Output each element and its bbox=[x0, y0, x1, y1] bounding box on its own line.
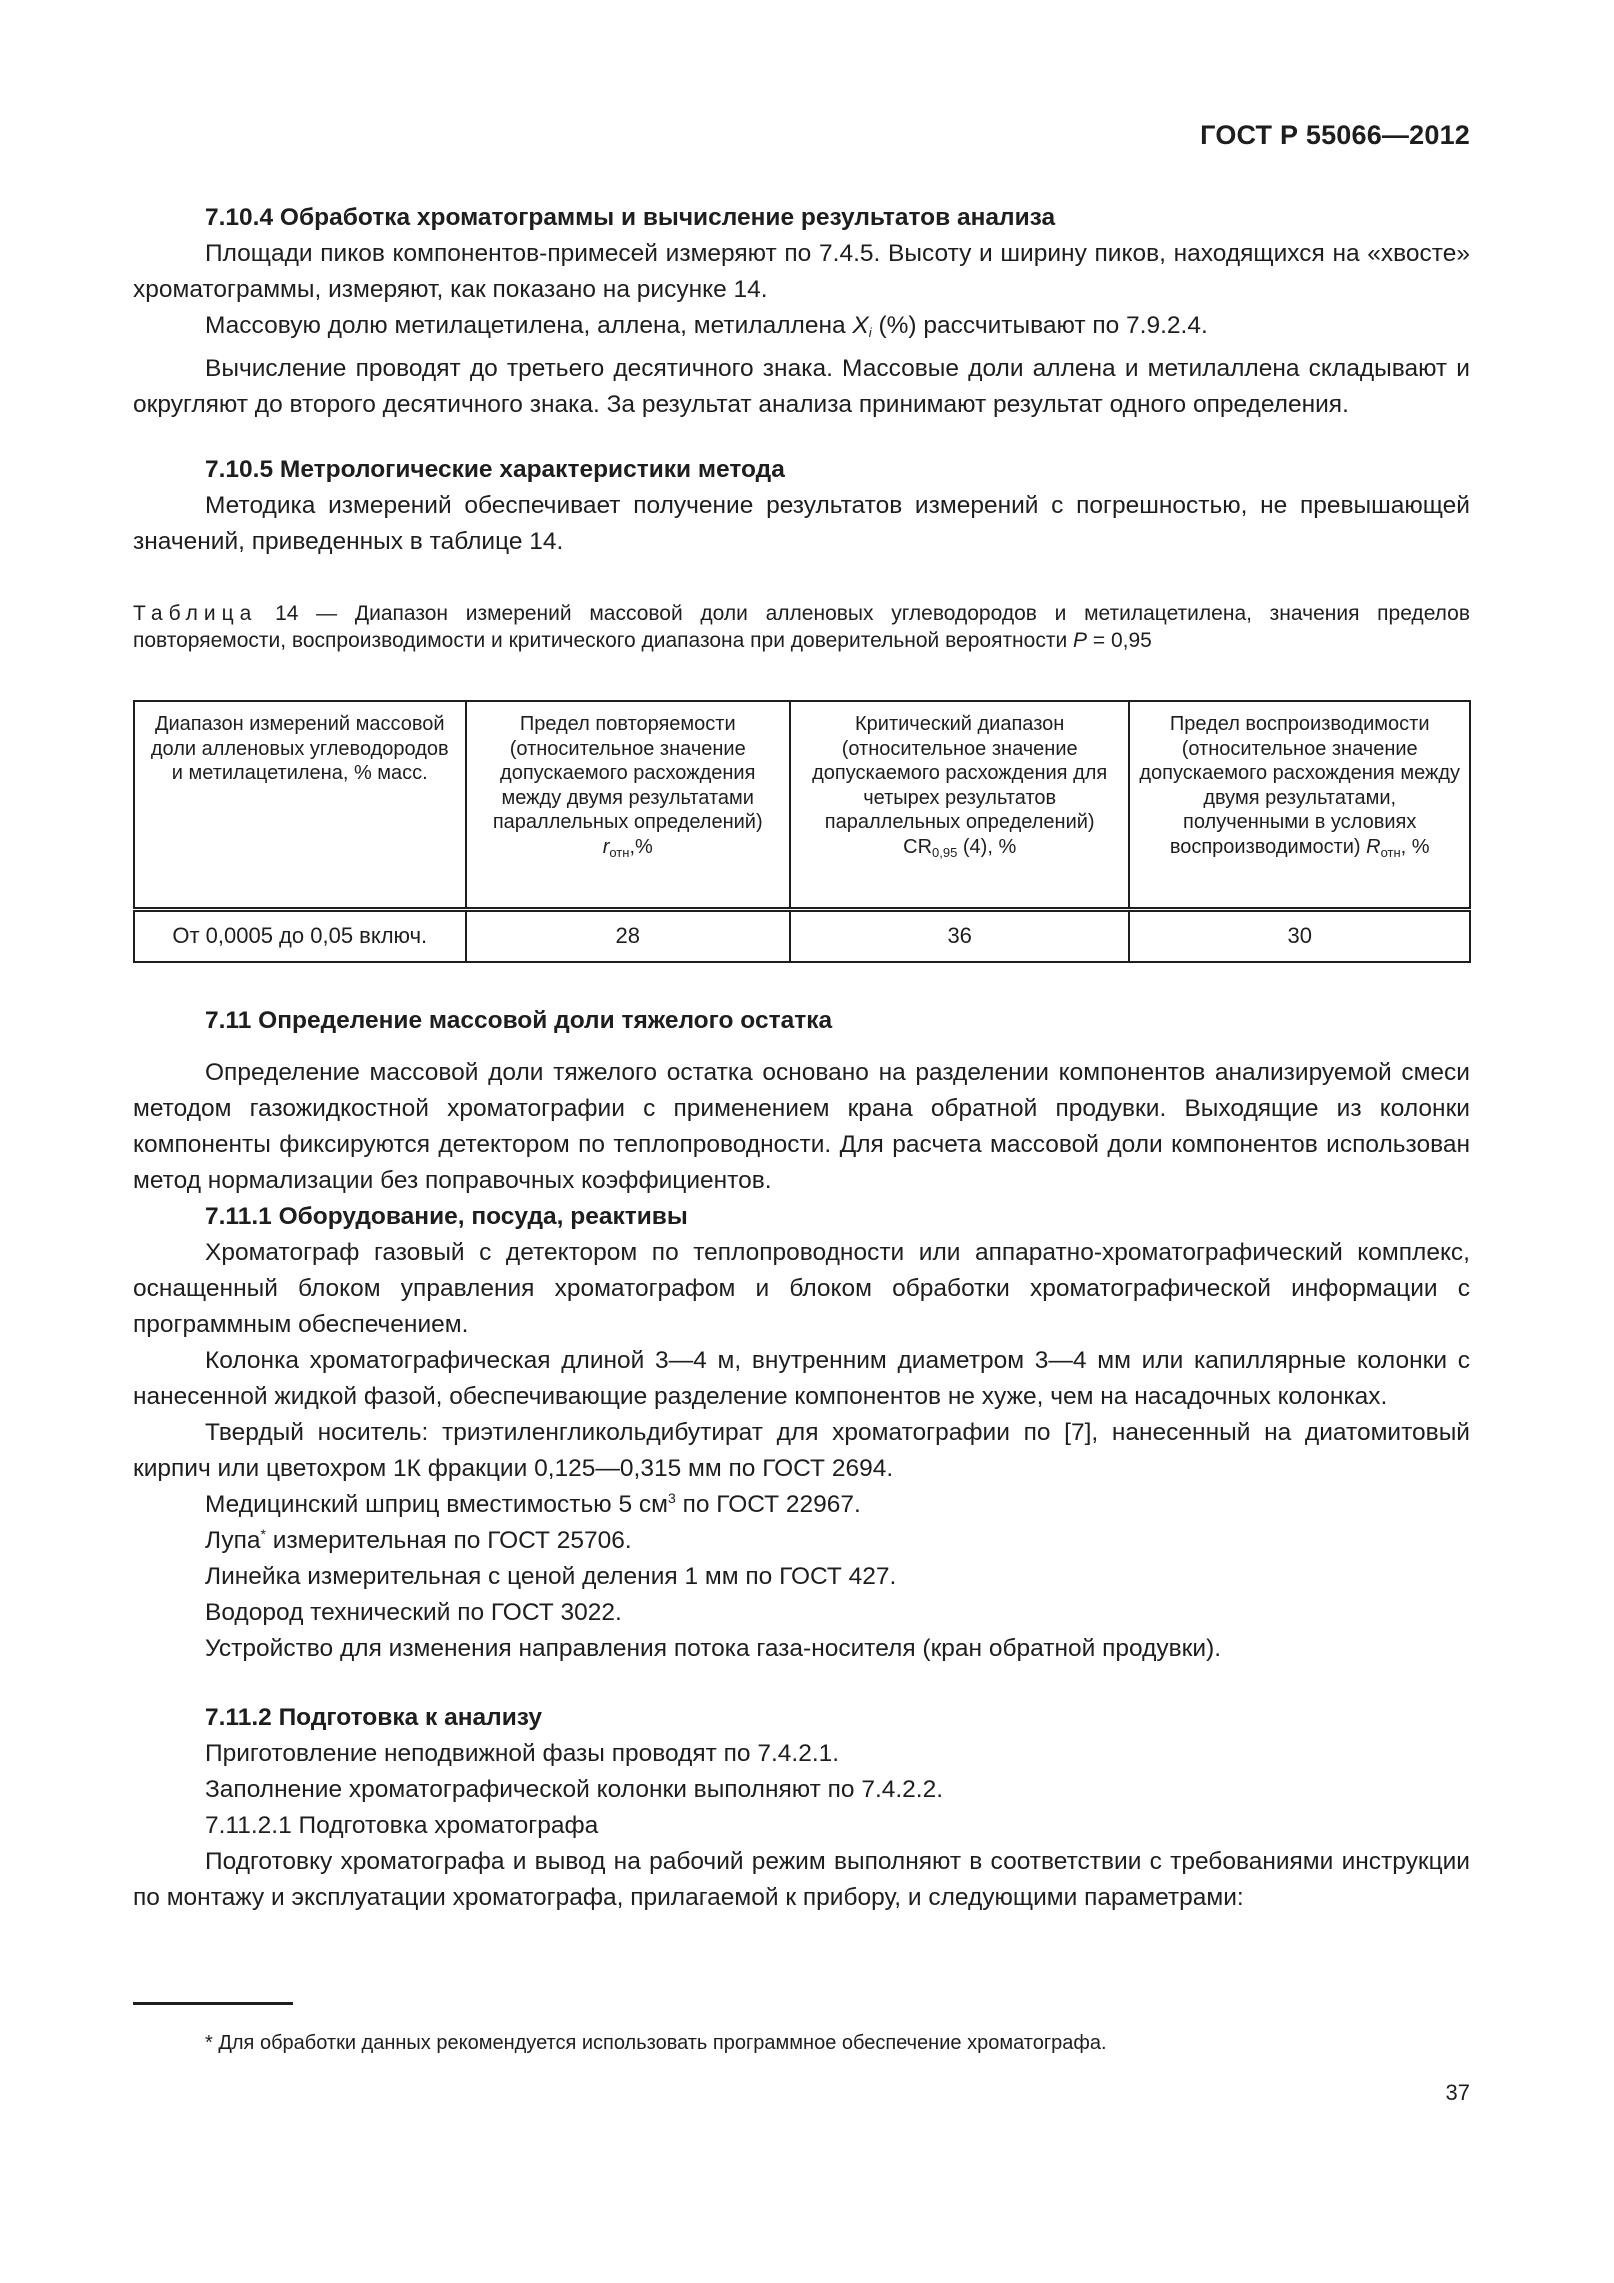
header-text: (4), % bbox=[957, 835, 1017, 858]
table-label: Таблица bbox=[133, 602, 258, 625]
formula-symbol: R bbox=[1366, 835, 1381, 858]
footnote: * Для обработки данных рекомендуется использовать программное обеспечение хроматографа. bbox=[205, 2032, 1107, 2054]
text-run: Массовую долю метилацетилена, аллена, метилаллена bbox=[205, 312, 853, 339]
table-header-row bbox=[134, 701, 1470, 910]
paragraph bbox=[133, 1487, 1470, 1523]
formula-subscript: отн bbox=[609, 844, 630, 860]
table-cell: 36 bbox=[790, 910, 1129, 962]
section-heading: 7.10.5 Метрологические характеристики метода bbox=[205, 456, 785, 483]
footnote-separator bbox=[133, 2002, 293, 2005]
caption-text: = 0,95 bbox=[1087, 629, 1152, 652]
formula-variable: X bbox=[852, 312, 869, 339]
paragraph bbox=[133, 1523, 1470, 1559]
paragraph: Приготовление неподвижной фазы проводят по 7.4.2.1. bbox=[205, 1740, 840, 1767]
paragraph: Твердый носитель: триэтиленгликольдибутират для хроматографии по [7], нанесенный на диатомитовый кирпич или цветохром 1К фракции 0,125—0,315 мм по ГОСТ 2694. bbox=[133, 1419, 1470, 1482]
text-run: Медицинский шприц вместимостью 5 см bbox=[205, 1491, 668, 1518]
section-7-10-5 bbox=[133, 452, 1470, 560]
section-7-11-2 bbox=[133, 1700, 1470, 1916]
formula-subscript: i bbox=[868, 325, 872, 340]
table-row bbox=[134, 910, 1470, 962]
header-text: , % bbox=[1400, 835, 1430, 858]
paragraph: Вычисление проводят до третьего десятичного знака. Массовые доли аллена и метилаллена складывают и округляют до второго десятичного знака. За результат анализа принимают результат одного определения. bbox=[133, 355, 1470, 418]
paragraph: Площади пиков компонентов-примесей измеряют по 7.4.5. Высоту и ширину пиков, находящихся на «хвосте» хроматограммы, измеряют, как показано на рисунке 14. bbox=[133, 240, 1470, 303]
header-text: Предел повторяемости (относительное значение допускаемого расхождения между двумя результатами параллельных определений) bbox=[492, 713, 763, 833]
header-text: ,% bbox=[629, 835, 653, 858]
section-7-10-4 bbox=[133, 200, 1470, 423]
formula-subscript: 0,95 bbox=[932, 844, 958, 860]
header-text: Критический диапазон (относительное значение допускаемого расхождения для четырех результатов параллельных определений) bbox=[812, 713, 1108, 833]
header-text: Диапазон измерений массовой доли алленовых углеводородов и метилацетилена, % масс. bbox=[150, 713, 449, 784]
table-14 bbox=[133, 700, 1471, 963]
formula-symbol: CR bbox=[903, 835, 933, 858]
paragraph: Водород технический по ГОСТ 3022. bbox=[205, 1599, 622, 1626]
section-heading: 7.10.4 Обработка хроматограммы и вычисление результатов анализа bbox=[205, 204, 1056, 231]
text-run: (%) рассчитывают по 7.9.2.4. bbox=[871, 312, 1208, 339]
formula-variable: P bbox=[1073, 629, 1088, 652]
column-header bbox=[134, 701, 466, 910]
formula-symbol: r bbox=[602, 835, 610, 858]
table-cell: От 0,0005 до 0,05 включ. bbox=[134, 910, 466, 962]
paragraph: Устройство для изменения направления потока газа-носителя (кран обратной продувки). bbox=[205, 1635, 1222, 1662]
paragraph: Колонка хроматографическая длиной 3—4 м, внутренним диаметром 3—4 мм или капиллярные колонки с нанесенной жидкой фазой, обеспечивающие разделение компонентов не хуже, чем на насадочных колонках. bbox=[133, 1347, 1470, 1410]
document-id-header: ГОСТ Р 55066—2012 bbox=[1200, 120, 1470, 150]
table-caption bbox=[133, 600, 1470, 654]
table-cell: 28 bbox=[466, 910, 790, 962]
column-header bbox=[790, 701, 1129, 910]
column-header bbox=[466, 701, 790, 910]
section-heading: 7.11.1 Оборудование, посуда, реактивы bbox=[205, 1203, 688, 1230]
section-7-11-1 bbox=[133, 1199, 1470, 1667]
text-run: измерительная по ГОСТ 25706. bbox=[265, 1527, 632, 1554]
footnote-marker: * bbox=[260, 1526, 266, 1542]
paragraph: Определение массовой доли тяжелого остатка основано на разделении компонентов анализируемой смеси методом газожидкостной хроматографии с применением крана обратной продувки. Выходящие из колонки компоненты фиксируются детектором по теплопроводности. Для расчета массовой доли компонентов использован метод нормализации без поправочных коэффициентов. bbox=[133, 1059, 1470, 1194]
subsection-heading: 7.11.2.1 Подготовка хроматографа bbox=[205, 1812, 599, 1839]
paragraph: Подготовку хроматографа и вывод на рабочий режим выполняют в соответствии с требованиями инструкции по монтажу и эксплуатации хроматографа, прилагаемой к прибору, и следующими параметрами: bbox=[133, 1848, 1470, 1911]
paragraph: Хроматограф газовый с детектором по теплопроводности или аппаратно-хроматографический комплекс, оснащенный блоком управления хроматографом и блоком обработки хроматографической информации с программным обеспечением. bbox=[133, 1239, 1470, 1338]
section-7-11 bbox=[133, 1003, 1470, 1199]
caption-text: 14 — Диапазон измерений массовой доли алленовых углеводородов и метилацетилена, значения пределов повторяемости, воспроизводимости и критического диапазона при доверительной вероятности bbox=[133, 602, 1470, 652]
text-run: Лупа bbox=[205, 1527, 261, 1554]
paragraph: Заполнение хроматографической колонки выполняют по 7.4.2.2. bbox=[205, 1776, 944, 1803]
header-text: Предел воспроизводимости (относительное значение допускаемого расхождения между двумя результатами, полученными в условиях воспроизводимости) bbox=[1139, 713, 1461, 858]
paragraph bbox=[133, 308, 1470, 351]
paragraph: Методика измерений обеспечивает получение результатов измерений с погрешностью, не превышающей значений, приведенных в таблице 14. bbox=[133, 492, 1470, 555]
column-header bbox=[1129, 701, 1470, 910]
page-number: 37 bbox=[1445, 2080, 1470, 2105]
paragraph: Линейка измерительная с ценой деления 1 мм по ГОСТ 427. bbox=[205, 1563, 897, 1590]
formula-subscript: отн bbox=[1380, 844, 1401, 860]
table-cell: 30 bbox=[1129, 910, 1470, 962]
text-run: по ГОСТ 22967. bbox=[675, 1491, 861, 1518]
section-heading: 7.11.2 Подготовка к анализу bbox=[205, 1704, 542, 1731]
section-heading: 7.11 Определение массовой доли тяжелого остатка bbox=[205, 1007, 833, 1034]
superscript: 3 bbox=[668, 1490, 676, 1506]
